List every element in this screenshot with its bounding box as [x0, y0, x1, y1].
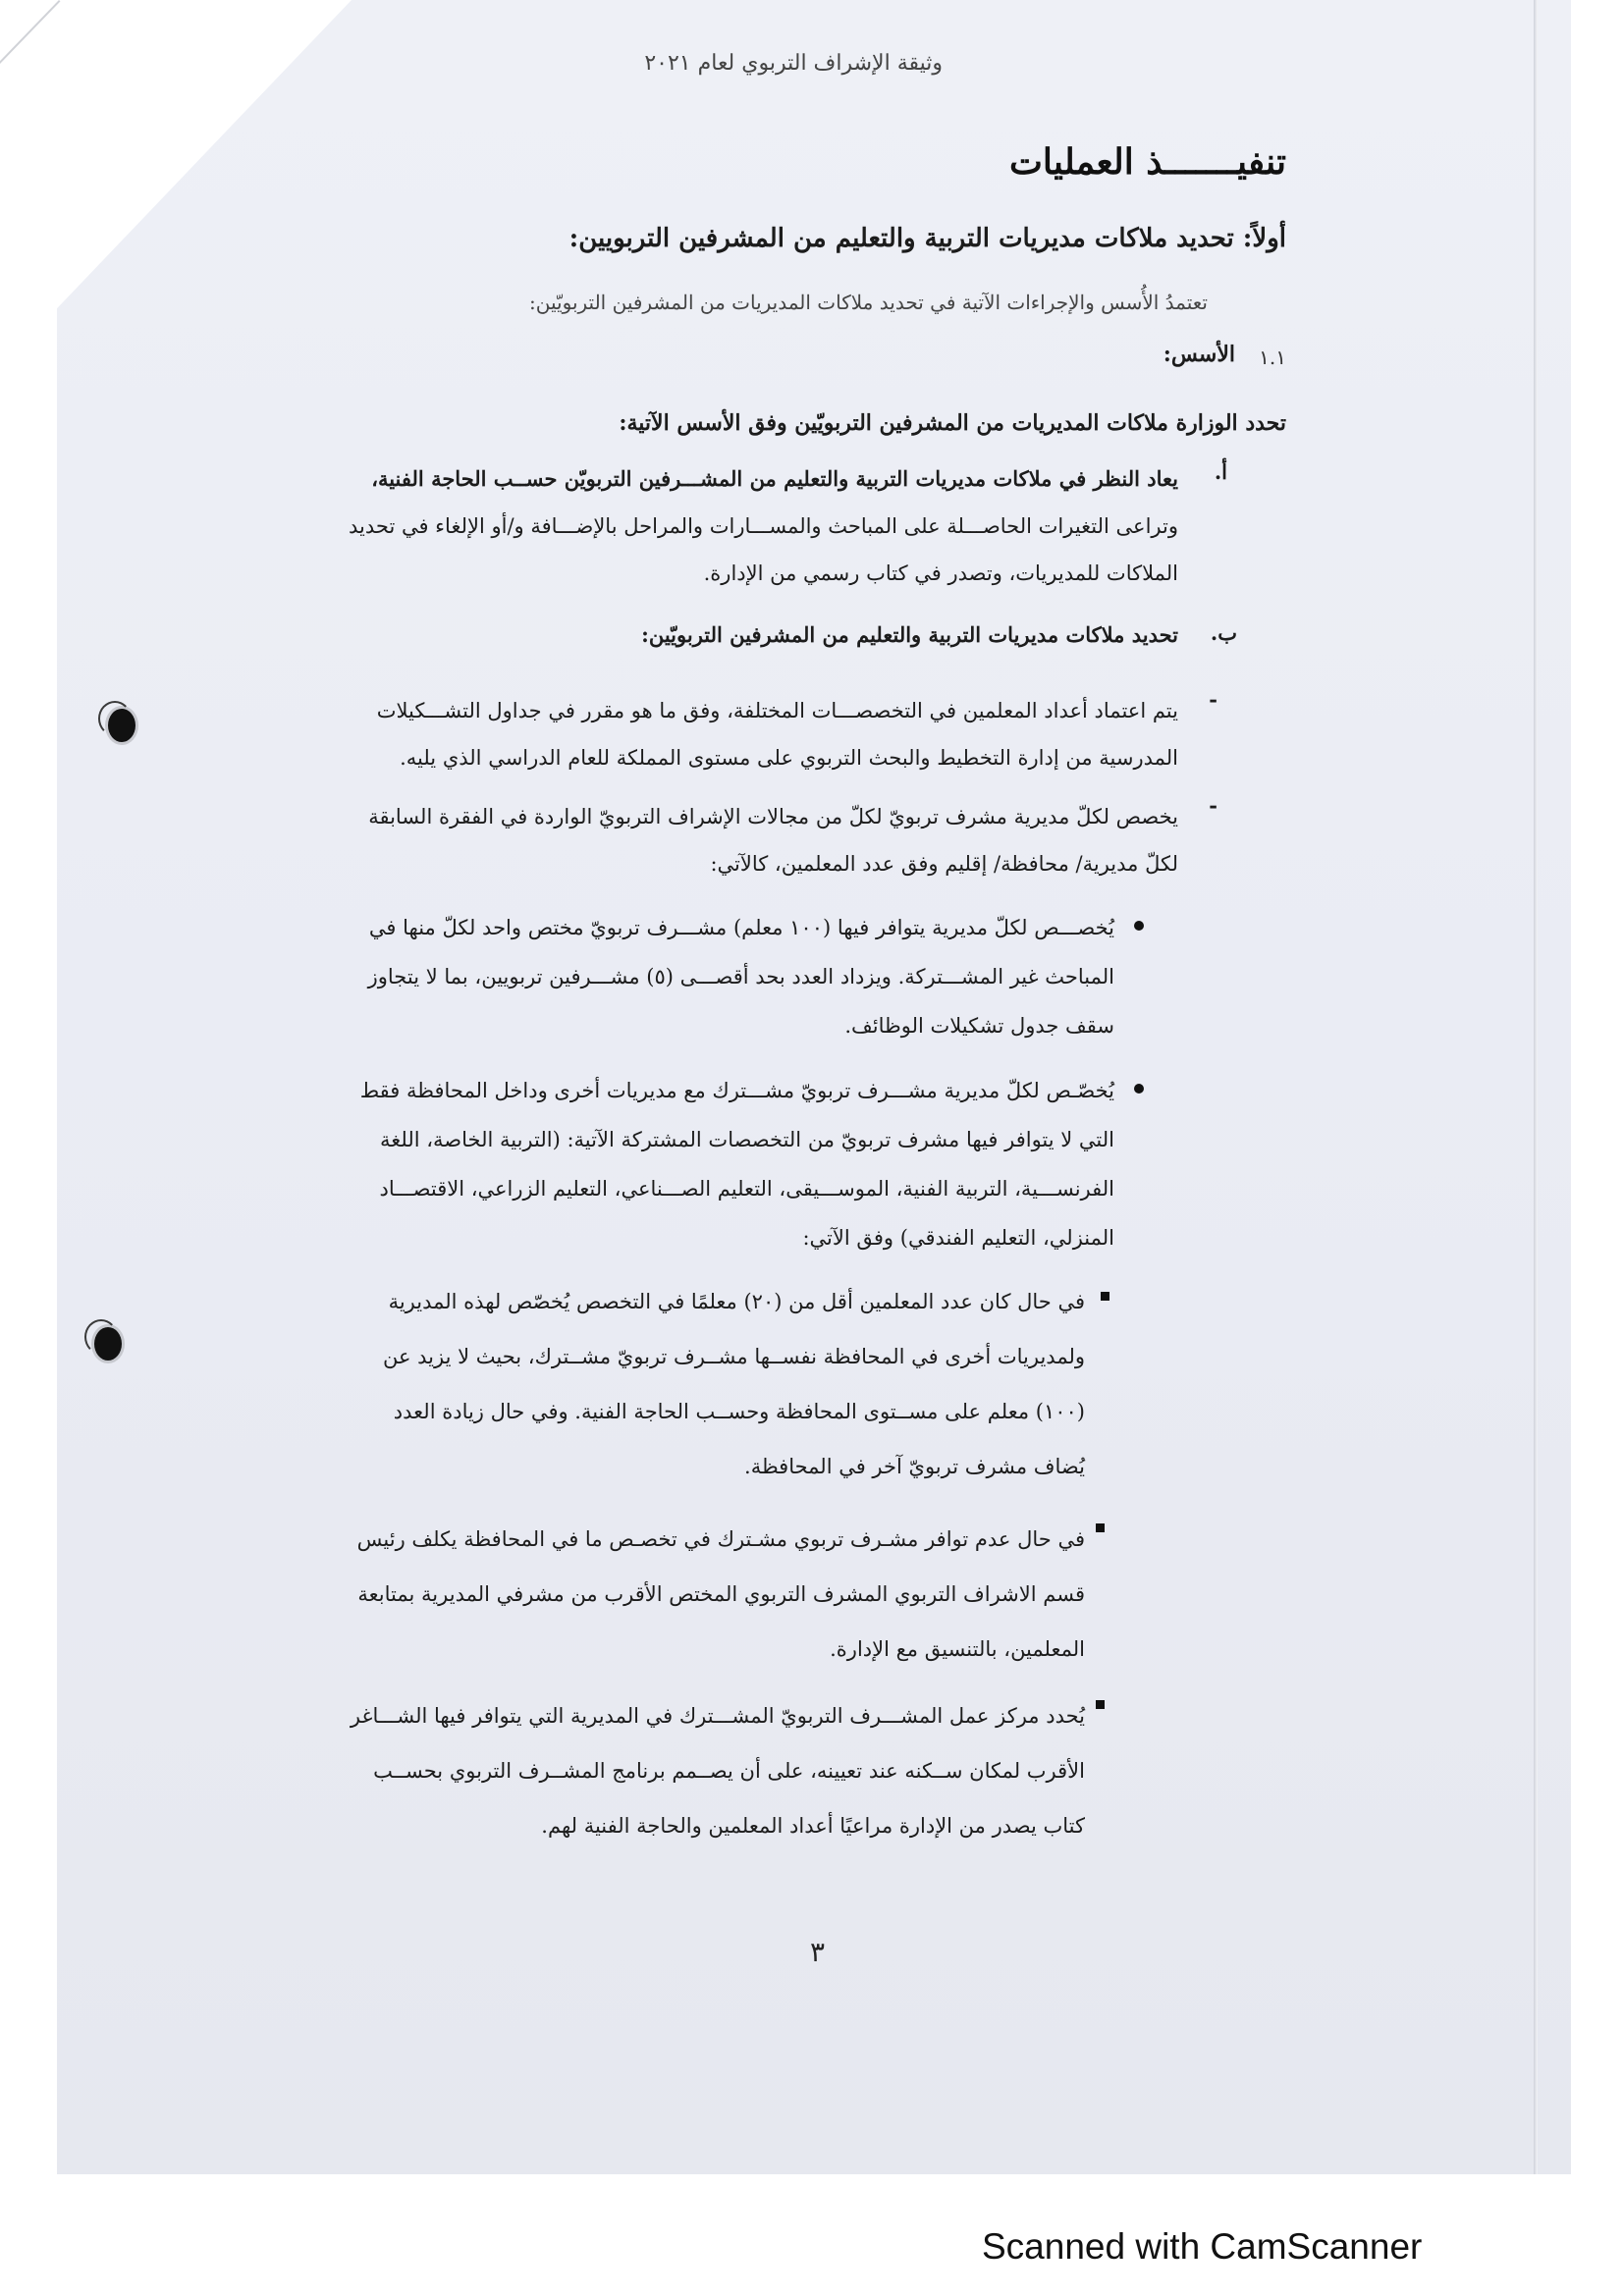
- item-a-line-2: وتراعى التغيرات الحاصـــلة على المباحث والمســـارات والمراحل بالإضـــافة و/أو الإلغاء في تحديد: [349, 514, 1178, 538]
- bullet-1-dot: [1134, 921, 1144, 931]
- bullet-2-line-1: يُخصّـص لكلّ مديرية مشـــرف تربويّ مشـــترك مع مديريات أخرى وداخل المحافظة فقط: [359, 1079, 1114, 1102]
- sub-3-line-1: يُحدد مركز عمل المشـــرف التربويّ المشـــترك في المديرية التي يتوافر فيها الشـــاغر: [350, 1704, 1085, 1728]
- sub-2-line-2: قسم الاشراف التربوي المشرف التربوي المختص الأقرب من مشرفي المديرية بمتابعة: [357, 1582, 1085, 1606]
- item-a-line-3: الملاكات للمديريات، وتصدر في كتاب رسمي من الإدارة.: [703, 561, 1178, 585]
- intro-text: تعتمدُ الأُسس والإجراءات الآتية في تحديد ملاكات المديريات من المشرفين التربويّين:: [529, 291, 1208, 314]
- bullet-2-dot: [1134, 1084, 1144, 1094]
- section-number: ١.١: [1259, 346, 1286, 369]
- sub-1-text: [275, 1274, 1085, 1494]
- dash-1-marker: -: [1209, 687, 1217, 712]
- camscanner-watermark: Scanned with CamScanner: [982, 2226, 1423, 2267]
- dash-2-text: [275, 793, 1178, 887]
- sub-3-marker: [1096, 1700, 1105, 1709]
- page-number: ٣: [809, 1936, 825, 1968]
- dash-2-line-1: يخصص لكلّ مديرية مشرف تربويّ لكلّ من مجالات الإشراف التربويّ الواردة في الفقرة السابقة: [368, 805, 1178, 828]
- item-a-text: [275, 455, 1178, 597]
- section-heading: أولاً: تحديد ملاكات مديريات التربية والتعليم من المشرفين التربويين:: [568, 224, 1286, 253]
- sub-1-line-1: في حال كان عدد المعلمين أقل من (٢٠) معلمًا في التخصص يُخصّص لهذه المديرية: [388, 1290, 1085, 1313]
- bullet-1-line-2: المباحث غير المشـــتركة. ويزداد العدد بحد أقصـــى (٥) مشـــرفين تربويين، بما لا يتجاوز: [367, 965, 1114, 988]
- sub-2-text: [275, 1512, 1085, 1677]
- bullet-2-line-3: الفرنســـية، التربية الفنية، الموســـيقى، التعليم الصـــناعي، التعليم الزراعي، الاقتصـــاد: [379, 1177, 1114, 1201]
- sub-1-marker: [1101, 1292, 1109, 1301]
- dash-1-text: [275, 687, 1178, 781]
- document-page: [275, 0, 1286, 2174]
- sub-1-line-3: (١٠٠) معلم على مســتوى المحافظة وحســب الحاجة الفنية. وفي حال زيادة العدد: [393, 1400, 1085, 1423]
- sub-2-marker: [1096, 1523, 1105, 1532]
- page-right-edge: [1534, 0, 1538, 2174]
- item-b-marker: ب.: [1210, 620, 1237, 645]
- sub-3-line-2: الأقرب لمكان ســكنه عند تعيينه، على أن يصــمم برنامج المشــرف التربوي بحســب: [373, 1759, 1085, 1783]
- item-a-marker: أ.: [1214, 459, 1227, 484]
- dash-1-line-1: يتم اعتماد أعداد المعلمين في التخصصـــات المختلفة، وفق ما هو مقرر في جداول التشـــكيلات: [376, 699, 1178, 722]
- item-b-text: تحديد ملاكات مديريات التربية والتعليم من المشرفين التربويّين:: [641, 622, 1178, 647]
- dash-2-marker: -: [1209, 793, 1217, 818]
- sub-2-line-3: المعلمين، بالتنسيق مع الإدارة.: [830, 1637, 1085, 1661]
- section-label: الأسس:: [1163, 342, 1235, 367]
- sub-1-line-4: يُضاف مشرف تربويّ آخر في المحافظة.: [744, 1455, 1085, 1478]
- page-header: وثيقة الإشراف التربوي لعام ٢٠٢١: [644, 51, 943, 76]
- dash-1-line-2: المدرسية من إدارة التخطيط والبحث التربوي على مستوى المملكة للعام الدراسي الذي يليه.: [400, 746, 1178, 770]
- sub-1-line-2: ولمديريات أخرى في المحافظة نفســها مشــرف تربويّ مشــترك، بحيث لا يزيد عن: [382, 1345, 1085, 1368]
- bullet-1-line-3: سقف جدول تشكيلات الوظائف.: [844, 1014, 1114, 1038]
- sub-3-line-3: كتاب يصدر من الإدارة مراعيًا أعداد المعلمين والحاجة الفنية لهم.: [541, 1814, 1085, 1838]
- bullet-2-line-2: التي لا يتوافر فيها مشرف تربويّ من التخصصات المشتركة الآتية: (التربية الخاصة، اللغة: [380, 1128, 1114, 1151]
- bullet-1-text: [275, 903, 1114, 1050]
- page-title: تنفيـــــــذ العمليات: [1008, 141, 1286, 183]
- item-a-line-1: يعاد النظر في ملاكات مديريات التربية والتعليم من المشـــرفين التربويّن حســب الحاجة الفنية،: [371, 466, 1178, 491]
- sub-2-line-1: في حال عدم توافر مشـرف تربوي مشـترك في تخصـص ما في المحافظة يكلف رئيس: [356, 1527, 1085, 1551]
- sub-3-text: [275, 1688, 1085, 1853]
- bullet-1-line-1: يُخصـــص لكلّ مديرية يتوافر فيها (١٠٠ معلم) مشـــرف تربويّ مختص واحد لكلّ منها في: [368, 916, 1114, 939]
- punch-hole-bottom: [94, 1327, 122, 1361]
- lead-paragraph: تحدد الوزارة ملاكات المديريات من المشرفين التربويّين وفق الأسس الآتية:: [619, 410, 1286, 436]
- dash-2-line-2: لكلّ مديرية/ محافظة/ إقليم وفق عدد المعلمين، كالآتي:: [710, 852, 1178, 876]
- punch-hole-top: [108, 709, 135, 742]
- bullet-2-line-4: المنزلي، التعليم الفندقي) وفق الآتي:: [802, 1226, 1114, 1250]
- bullet-2-text: [275, 1066, 1114, 1262]
